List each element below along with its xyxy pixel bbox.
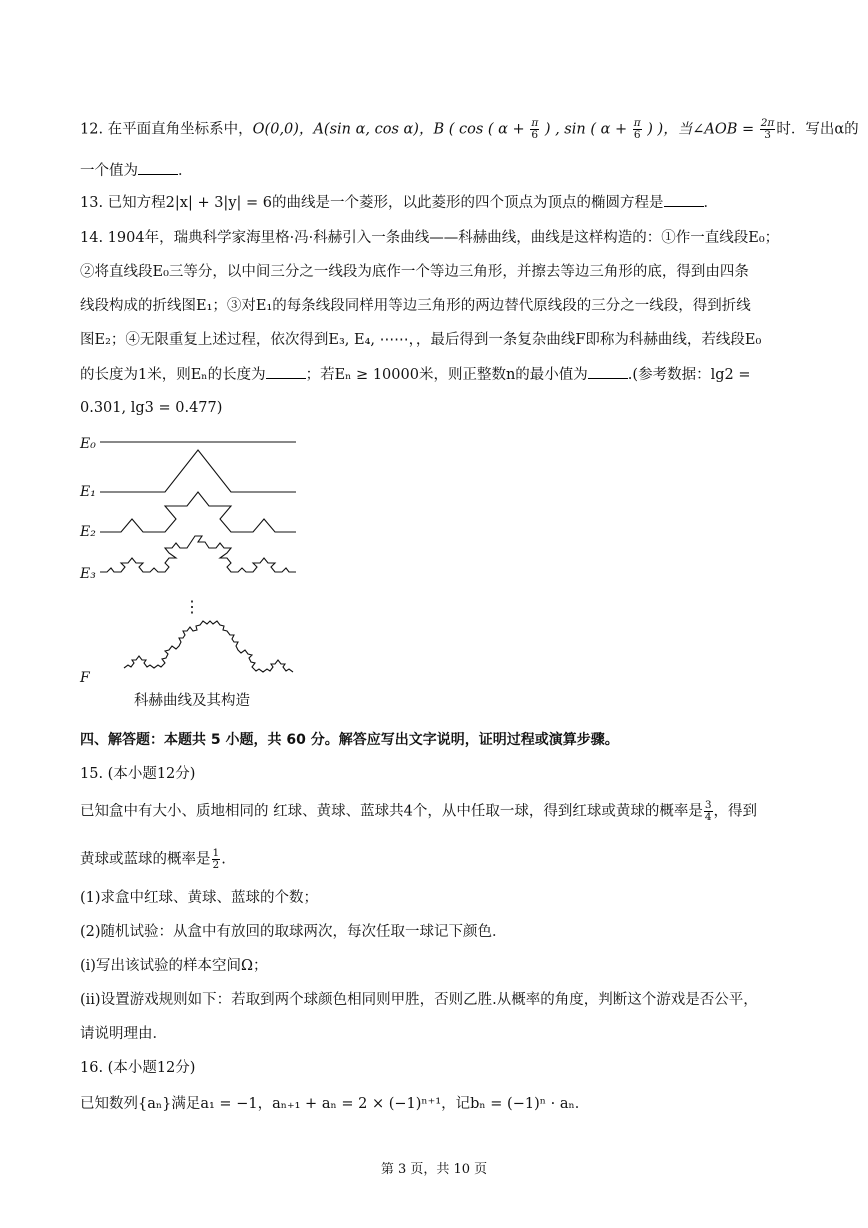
q15-header: 15. (本小题12分) [80,766,196,782]
q15-line1 [80,800,757,823]
q14-min-n-prompt: ；若Eₙ ≥ 10000米，则正整数n的最小值为 [305,367,588,383]
frac-den: 3 [764,129,771,141]
q14-line3: 线段构成的折线图E₁；③对E₁的每条线段同样用等边三角形的两边替代原线段的三分之一线段，得到折线 [80,298,751,314]
label-e3: E₃ [80,566,96,582]
curve-e2 [100,492,296,532]
label-f: F [80,670,90,686]
q12-point-o: O(0,0)， [252,121,314,138]
label-e0: E₀ [80,436,96,452]
figure-caption: 科赫曲线及其构造 [134,693,250,709]
q15-text2: 黄球或蓝球的概率是 [80,851,211,868]
frac-num: 2π [760,117,775,129]
page-footer: 第 3 页，共 10 页 [380,1162,488,1177]
q16-header: 16. (本小题12分) [80,1060,196,1076]
q14-min-n-blank[interactable] [588,364,628,379]
q12-answer-blank[interactable] [138,160,178,175]
frac-num: π [633,117,641,129]
curve-e1 [100,450,296,492]
frac-den: 6 [633,129,641,141]
q12-line1 [80,118,859,141]
q15-frac-1-2 [212,848,221,871]
q12-point-b-open: B ( cos ( α + [433,121,530,138]
q15-text2-end: . [221,851,226,868]
q14-length-prompt: 的长度为1米，则Eₙ的长度为 [80,367,266,383]
q12-line2 [80,160,193,181]
q15-line2 [80,848,226,871]
q15-frac-3-4 [704,800,713,823]
q13-end: ． [703,195,718,211]
q12-end: ． [178,163,193,179]
label-e1: E₁ [80,484,96,500]
q14-line6: 0.301, lg3 = 0.477) [80,400,223,416]
q12-point-a: A(sin α, cos α)， [313,121,434,138]
curve-f [124,621,293,672]
q15-part-ii-cont: 请说明理由． [80,1026,167,1042]
q12-frac-2pi-3 [760,118,776,141]
q12-point-b-close: ) )，当∠AOB = [642,121,759,138]
q15-part1: (1)求盒中红球、黄球、蓝球的个数； [80,890,319,906]
q14-line2: ②将直线段E₀三等分，以中间三分之一线段为底作一个等边三角形，并擦去等边三角形的底，得到由四条 [80,264,749,280]
frac-den: 6 [531,129,539,141]
curve-e3 [100,536,296,572]
q12-point-b-mid: ) , sin ( α + [540,121,632,138]
q15-part-ii: (ii)设置游戏规则如下：若取到两个球颜色相同则甲胜，否则乙胜.从概率的角度，判断这个游戏是否公平， [80,992,758,1008]
frac-den: 4 [704,811,712,823]
frac-num: 1 [212,847,220,859]
frac-num: 3 [704,799,712,811]
q15-part-i: (i)写出该试验的样本空间Ω； [80,958,268,974]
q15-text1: 已知盒中有大小、质地相同的 红球、黄球、蓝球共4个，从中任取一球，得到红球或黄球的概率是 [80,803,703,820]
q13-line [80,192,718,213]
frac-num: π [531,117,539,129]
q12-suffix: 时．写出α的 [776,121,859,138]
koch-curve-figure [76,430,306,715]
q12-answer-prompt: 一个值为 [80,163,138,179]
q12-frac-pi-6-b [633,118,642,141]
q14-line4: 图E₂；④无限重复上述过程，依次得到E₃, E₄, ⋯⋯，，最后得到一条复杂曲线F即称为科赫曲线，若线段E₀ [80,332,762,348]
frac-den: 2 [212,859,220,871]
section-heading: 四、解答题：本题共 5 小题，共 60 分。解答应写出文字说明，证明过程或演算步骤。 [80,732,619,748]
q15-text1-end: ，得到 [713,803,758,820]
vertical-ellipsis: ⋮ [184,597,200,616]
q14-ref-data: .(参考数据：lg2 = [627,367,751,383]
q14-length-blank[interactable] [266,364,306,379]
q12-prefix: 12. 在平面直角坐标系中， [80,121,253,138]
q14-line5 [80,364,750,385]
q13-text: 13. 已知方程2|x| + 3|y| = 6的曲线是一个菱形，以此菱形的四个顶点为顶点的椭圆方程是 [80,195,664,211]
label-e2: E₂ [80,524,96,540]
q15-part2: (2)随机试验：从盒中有放回的取球两次，每次任取一球记下颜色． [80,924,507,940]
q12-frac-pi-6-a [530,118,539,141]
q13-answer-blank[interactable] [664,192,704,207]
q14-line1: 14. 1904年，瑞典科学家海里格·冯·科赫引入一条曲线——科赫曲线，曲线是这样构造的：①作一直线段E₀； [80,230,780,246]
q16-line1: 已知数列{aₙ}满足a₁ = −1，aₙ₊₁ + aₙ = 2 × (−1)ⁿ⁺¹，记bₙ = (−1)ⁿ · aₙ． [80,1096,590,1112]
